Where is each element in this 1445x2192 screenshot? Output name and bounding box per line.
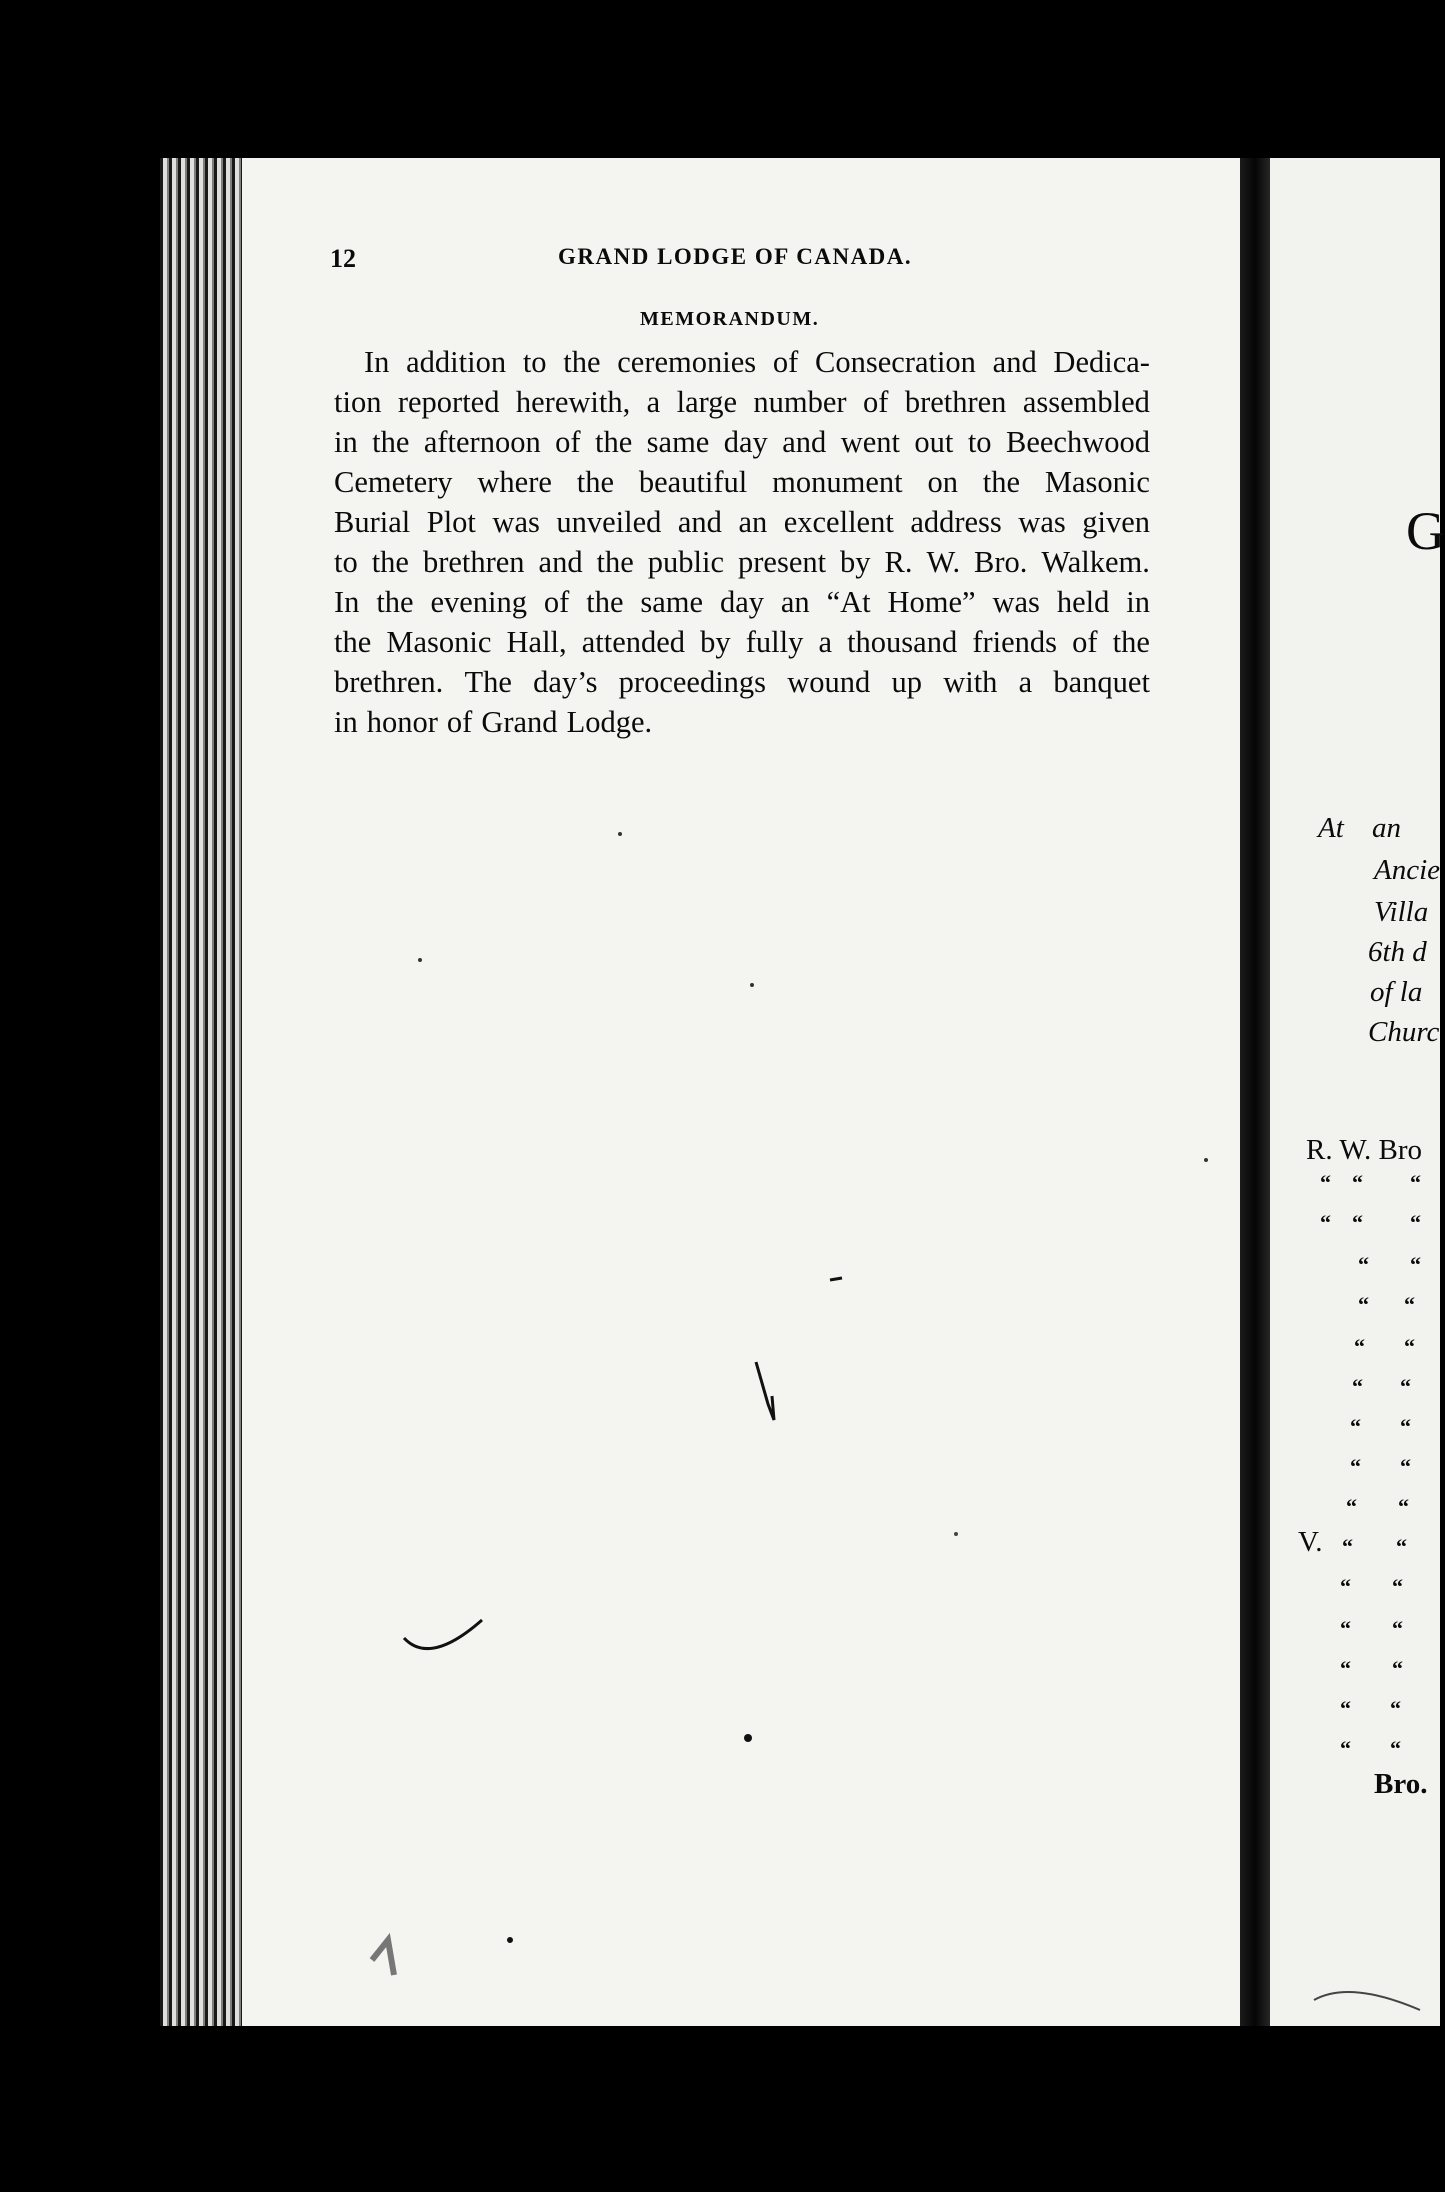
ditto-mark: “ (1398, 1494, 1409, 1519)
paragraph-word: up (891, 665, 922, 699)
facing-list-prefix: V. (1298, 1526, 1323, 1558)
ditto-mark: “ (1350, 1414, 1361, 1439)
paragraph-word: same (646, 425, 710, 459)
paragraph-word: address (910, 505, 1002, 539)
running-head: GRAND LODGE OF CANADA. (558, 244, 913, 269)
paragraph-word: was (1018, 505, 1066, 539)
paragraph-word: a (646, 385, 661, 419)
paragraph-word: went (840, 425, 900, 459)
paragraph-word: Burial (334, 505, 411, 539)
paragraph-word: attended (581, 625, 686, 659)
section-title: MEMORANDUM. (640, 308, 820, 330)
paragraph-word: of (446, 705, 473, 739)
paragraph-word: brethren (904, 385, 1007, 419)
paragraph-word: of (862, 385, 889, 419)
ditto-mark: “ (1410, 1170, 1421, 1195)
paragraph-word: brethren (422, 545, 525, 579)
facing-italic-text: Ancie (1374, 854, 1441, 886)
paragraph-word: with (943, 665, 998, 699)
paragraph-word: proceedings (618, 665, 767, 699)
paragraph-word: in (1126, 585, 1150, 619)
paragraph-word: Cemetery (334, 465, 453, 499)
paragraph-word: was (492, 505, 540, 539)
paragraph-word: day (723, 425, 768, 459)
paragraph-word: in (334, 705, 358, 739)
paragraph-word: on (927, 465, 958, 499)
paragraph-word: to (334, 545, 358, 579)
paragraph-word: number (753, 385, 847, 419)
paragraph-word: banquet (1053, 665, 1150, 699)
pencil-tick-mark (756, 1362, 774, 1420)
paragraph-word: Hall, (506, 625, 567, 659)
ditto-mark: “ (1392, 1616, 1403, 1641)
ditto-mark: “ (1390, 1736, 1401, 1761)
ditto-mark: “ (1352, 1374, 1363, 1399)
paragraph-word: monument (772, 465, 903, 499)
ditto-mark: “ (1358, 1292, 1369, 1317)
ditto-mark: “ (1400, 1374, 1411, 1399)
paragraph-word: the (376, 585, 414, 619)
paragraph-word: of (555, 425, 581, 459)
paragraph-word: an (780, 585, 810, 619)
facing-italic-text: an (1372, 812, 1401, 844)
paragraph-word: and (992, 345, 1037, 379)
paragraph-word: In (364, 345, 390, 379)
ditto-mark: “ (1404, 1334, 1415, 1359)
ditto-mark: “ (1410, 1210, 1421, 1235)
paragraph-word: the (334, 625, 372, 659)
ditto-mark: “ (1410, 1252, 1421, 1277)
paragraph-word: Plot (426, 505, 476, 539)
paragraph-word: an (738, 505, 768, 539)
paragraph-word: the (586, 585, 624, 619)
paragraph-word: thousand (847, 625, 958, 659)
ditto-mark: “ (1320, 1170, 1331, 1195)
paragraph-word: In (334, 585, 360, 619)
paragraph-word: large (676, 385, 737, 419)
facing-italic-text: At (1318, 812, 1344, 844)
ditto-mark: “ (1400, 1454, 1411, 1479)
facing-italic-text: 6th d (1368, 936, 1427, 968)
paragraph-word: the (1112, 625, 1150, 659)
paragraph-word: and (677, 505, 722, 539)
paragraph-word: by (840, 545, 871, 579)
paragraph-word: held (1056, 585, 1110, 619)
paragraph-word: present (738, 545, 827, 579)
paragraph-word: the (594, 425, 633, 459)
paragraph-word: assembled (1022, 385, 1150, 419)
paragraph-word: and (782, 425, 827, 459)
ditto-mark: “ (1340, 1574, 1351, 1599)
ditto-mark: “ (1396, 1534, 1407, 1559)
ditto-mark: “ (1340, 1616, 1351, 1641)
facing-italic-text: of la (1370, 976, 1423, 1008)
ditto-mark: “ (1340, 1656, 1351, 1681)
paragraph-word: beautiful (638, 465, 748, 499)
paragraph-word: reported (397, 385, 500, 419)
paragraph-word: afternoon (423, 425, 541, 459)
facing-list-prefix: Bro. (1374, 1768, 1428, 1800)
paragraph-word: Consecration (815, 345, 976, 379)
paragraph-word: the (372, 425, 410, 459)
ditto-mark: “ (1392, 1574, 1403, 1599)
ditto-mark: “ (1390, 1696, 1401, 1721)
facing-heading-letter: G (1406, 501, 1445, 561)
paragraph-word: Masonic (386, 625, 492, 659)
paragraph-word: to (522, 345, 547, 379)
ditto-mark: “ (1392, 1656, 1403, 1681)
paragraph-word: given (1082, 505, 1150, 539)
paragraph-word: unveiled (556, 505, 662, 539)
paragraph-word: Walkem. (1041, 545, 1150, 579)
paragraph-word: excellent (783, 505, 894, 539)
ditto-mark: “ (1340, 1696, 1351, 1721)
paragraph-word: W. (926, 545, 961, 579)
paragraph-word: Home” (887, 585, 976, 619)
paragraph-word: the (371, 545, 409, 579)
ditto-mark: “ (1352, 1210, 1363, 1235)
ditto-mark: “ (1358, 1252, 1369, 1277)
paragraph-word: ceremonies (617, 345, 757, 379)
paragraph-word: “At (826, 585, 871, 619)
paragraph-word: evening (430, 585, 528, 619)
ditto-mark: “ (1352, 1170, 1363, 1195)
paragraph-word: R. (884, 545, 913, 579)
facing-italic-text: Villa (1374, 896, 1429, 928)
paragraph-word: same (640, 585, 704, 619)
ditto-mark: “ (1340, 1736, 1351, 1761)
paragraph-word: the (982, 465, 1021, 499)
paragraph-word: the (576, 465, 615, 499)
paragraph-word: tion (334, 385, 382, 419)
ditto-mark: “ (1354, 1334, 1365, 1359)
paragraph-word: out (914, 425, 954, 459)
paragraph-word: and (538, 545, 583, 579)
paragraph-word: Dedica- (1053, 345, 1150, 379)
paragraph-word: honor (366, 705, 438, 739)
paragraph-word: day (719, 585, 764, 619)
paragraph-word: brethren. (334, 665, 444, 699)
paragraph-word: day’s (533, 665, 598, 699)
paragraph-word: where (477, 465, 552, 499)
paragraph-word: a (1018, 665, 1033, 699)
ditto-mark: “ (1350, 1454, 1361, 1479)
paragraph-word: to (967, 425, 992, 459)
paragraph-word: public (647, 545, 725, 579)
ditto-mark: “ (1346, 1494, 1357, 1519)
paragraph-word: fully (745, 625, 804, 659)
paragraph-word: Masonic (1044, 465, 1150, 499)
paragraph-word: of (543, 585, 570, 619)
paragraph-word: in (334, 425, 358, 459)
paragraph-word: wound (787, 665, 871, 699)
pencil-curve-mark (404, 1620, 482, 1649)
ditto-mark: “ (1400, 1414, 1411, 1439)
ditto-mark: “ (1320, 1210, 1331, 1235)
ditto-mark: “ (1404, 1292, 1415, 1317)
paragraph-word: addition (406, 345, 507, 379)
paragraph-word: by (700, 625, 731, 659)
paragraph-word: the (596, 545, 634, 579)
paragraph-word: was (992, 585, 1040, 619)
paragraph-word: Bro. (974, 545, 1028, 579)
facing-italic-text: Churc (1368, 1016, 1440, 1048)
paragraph-word: of (1072, 625, 1098, 659)
paragraph-word: the (563, 345, 601, 379)
page-number: 12 (330, 244, 356, 273)
paragraph-word: a (818, 625, 832, 659)
paragraph-word: friends (972, 625, 1058, 659)
paragraph-word: Lodge. (566, 705, 653, 739)
paragraph-word: of (772, 345, 799, 379)
paragraph-word: herewith, (515, 385, 631, 419)
paragraph-word: Beechwood (1005, 425, 1150, 459)
facing-list-prefix: R. W. Bro (1306, 1134, 1423, 1166)
ditto-mark: “ (1342, 1534, 1353, 1559)
paragraph-word: Grand (481, 705, 558, 739)
paragraph-word: The (464, 665, 512, 699)
